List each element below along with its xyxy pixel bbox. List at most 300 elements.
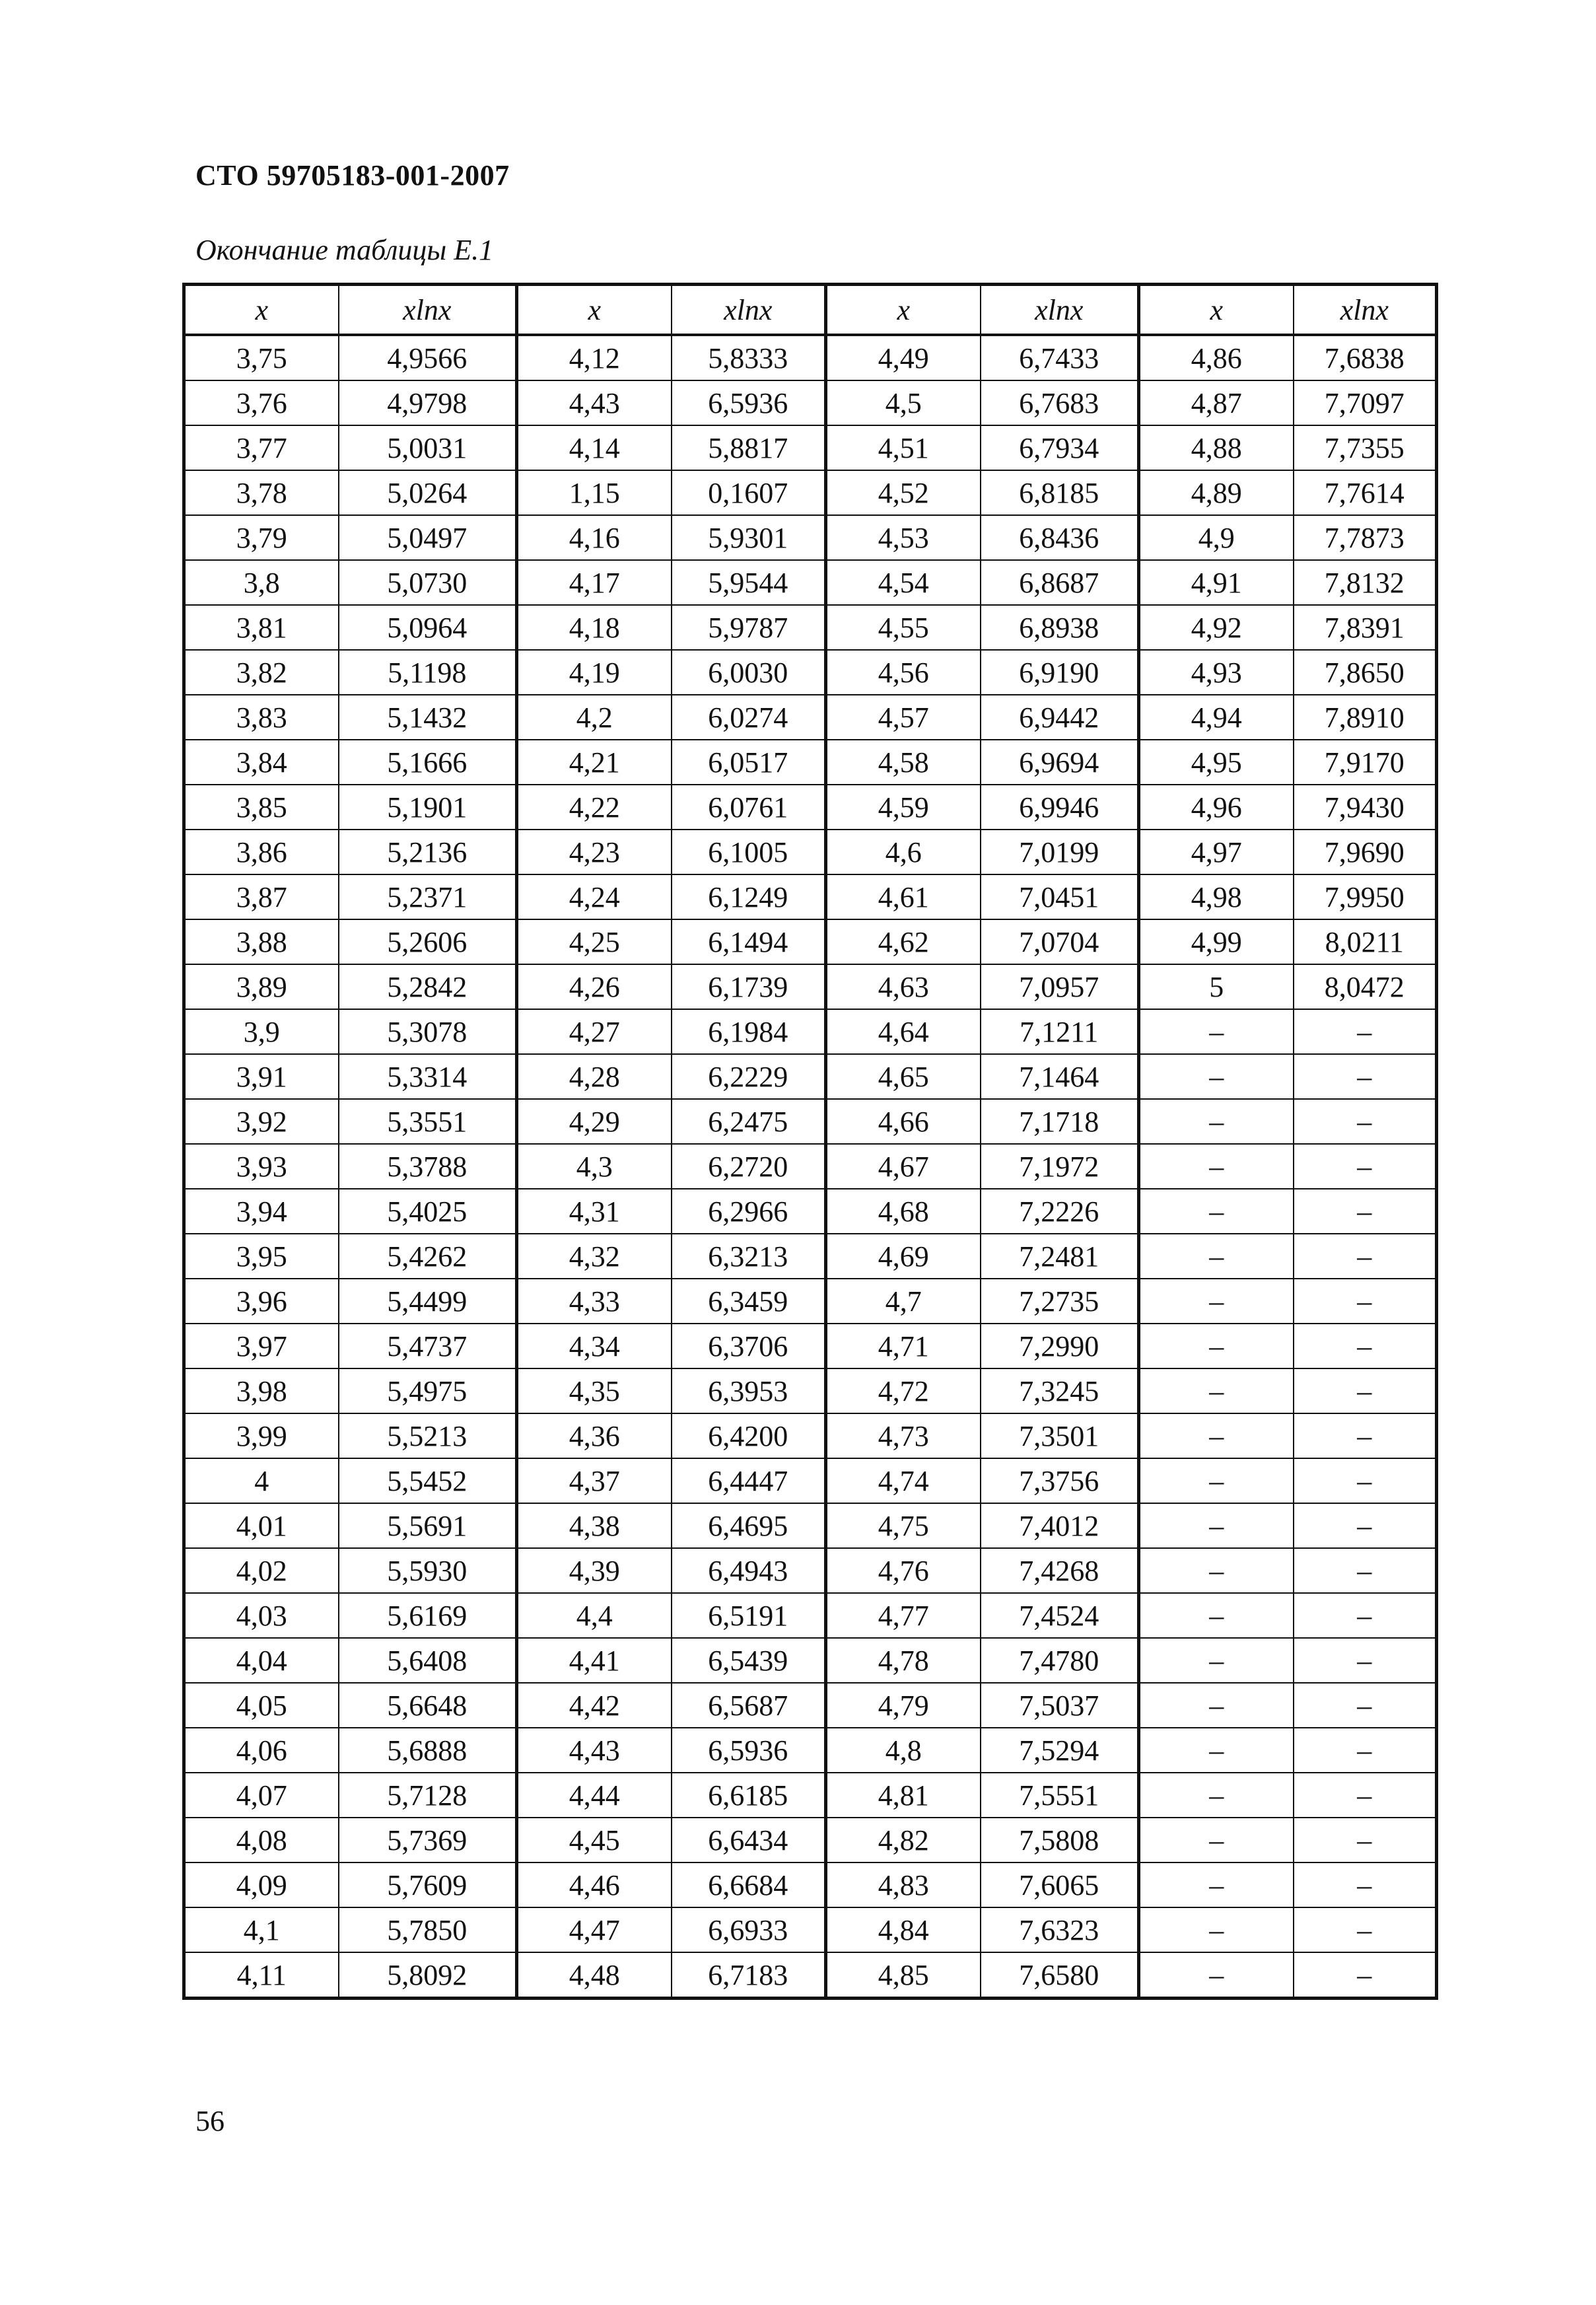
table-cell: 4,12 [517,335,672,380]
table-row [184,1503,1437,1548]
table-cell: 5,3551 [339,1099,517,1144]
table-row [184,1189,1437,1234]
table-cell: 4,8 [826,1728,981,1773]
table-cell: 3,84 [184,740,339,785]
table-cell: 4,9798 [339,380,517,425]
table-cell: – [1294,1189,1437,1234]
table-cell: 6,5936 [672,1728,826,1773]
table-cell: – [1139,1009,1294,1054]
table-row [184,919,1437,964]
table-cell: 5,5691 [339,1503,517,1548]
table-cell: 6,6185 [672,1773,826,1818]
table-cell: 5,0730 [339,560,517,605]
table-cell: 4,89 [1139,470,1294,515]
table-row [184,1773,1437,1818]
table-row [184,1952,1437,1999]
table-cell: 4,48 [517,1952,672,1999]
table-cell: – [1294,1593,1437,1638]
table-cell: 6,6933 [672,1907,826,1952]
table-row [184,695,1437,740]
table-cell: 4,07 [184,1773,339,1818]
table-cell: – [1294,1907,1437,1952]
table-cell: 4,05 [184,1683,339,1728]
table-row [184,560,1437,605]
table-cell: 4,43 [517,1728,672,1773]
table-cell: 4,45 [517,1818,672,1862]
table-cell: 7,7873 [1294,515,1437,560]
table-cell: 6,2720 [672,1144,826,1189]
table-cell: 4,62 [826,919,981,964]
table-cell: 4,76 [826,1548,981,1593]
table-cell: 3,89 [184,964,339,1009]
table-cell: 7,4012 [981,1503,1139,1548]
table-cell: – [1139,1907,1294,1952]
table-cell: 7,1718 [981,1099,1139,1144]
table-cell: 4,5 [826,380,981,425]
table-cell: 4,24 [517,874,672,919]
table-cell: 7,0957 [981,964,1139,1009]
table-cell: – [1139,1324,1294,1368]
table-cell: – [1139,1189,1294,1234]
table-cell: 7,9430 [1294,785,1437,830]
table-cell: 4,91 [1139,560,1294,605]
table-row [184,470,1437,515]
table-cell: – [1294,1638,1437,1683]
table-cell: – [1139,1593,1294,1638]
table-cell: 5,9301 [672,515,826,560]
table-cell: 5,7369 [339,1818,517,1862]
table-cell: 4,59 [826,785,981,830]
table-cell: 6,4200 [672,1413,826,1458]
table-cell: 4,97 [1139,830,1294,874]
table-cell: 3,85 [184,785,339,830]
table-cell: 5 [1139,964,1294,1009]
table-cell: 4,18 [517,605,672,650]
table-cell: 7,3501 [981,1413,1139,1458]
column-header: xlnx [339,285,517,336]
table-cell: 5,6169 [339,1593,517,1638]
table-cell: 5,4499 [339,1279,517,1324]
table-cell: – [1139,1952,1294,1999]
table-cell: 4,66 [826,1099,981,1144]
table-cell: 6,4447 [672,1458,826,1503]
table-cell: 4,4 [517,1593,672,1638]
column-header: x [826,285,981,336]
table-cell: 6,2966 [672,1189,826,1234]
table-cell: 3,82 [184,650,339,695]
table-cell: 3,96 [184,1279,339,1324]
table-row [184,380,1437,425]
table-cell: 6,1494 [672,919,826,964]
table-cell: – [1294,1234,1437,1279]
table-cell: 4,9566 [339,335,517,380]
table-cell: 4,42 [517,1683,672,1728]
table-cell: 7,7614 [1294,470,1437,515]
table-cell: 7,8132 [1294,560,1437,605]
table-cell: – [1139,1683,1294,1728]
table-cell: – [1139,1413,1294,1458]
table-cell: 5,2136 [339,830,517,874]
table-cell: 4 [184,1458,339,1503]
table-cell: 3,75 [184,335,339,380]
table-cell: 4,84 [826,1907,981,1952]
table-cell: 4,64 [826,1009,981,1054]
table-cell: 4,82 [826,1818,981,1862]
table-row [184,1862,1437,1907]
table-cell: 6,9442 [981,695,1139,740]
table-cell: – [1294,1862,1437,1907]
table-cell: 3,87 [184,874,339,919]
table-cell: 4,74 [826,1458,981,1503]
table-cell: 5,7128 [339,1773,517,1818]
table-cell: – [1294,1099,1437,1144]
table-row [184,515,1437,560]
table-cell: – [1294,1368,1437,1413]
table-cell: 7,4780 [981,1638,1139,1683]
table-cell: 4,56 [826,650,981,695]
table-cell: 3,92 [184,1099,339,1144]
table-header-row [184,285,1437,336]
table-cell: 5,5930 [339,1548,517,1593]
table-cell: 4,73 [826,1413,981,1458]
table-cell: 5,9787 [672,605,826,650]
table-cell: 7,2226 [981,1189,1139,1234]
table-cell: 4,31 [517,1189,672,1234]
table-cell: 4,36 [517,1413,672,1458]
table-cell: 4,41 [517,1638,672,1683]
table-row [184,605,1437,650]
table-cell: 4,16 [517,515,672,560]
table-cell: 5,3078 [339,1009,517,1054]
table-cell: 7,8391 [1294,605,1437,650]
table-cell: 5,4262 [339,1234,517,1279]
table-cell: 4,39 [517,1548,672,1593]
table-row [184,964,1437,1009]
table-cell: – [1294,1773,1437,1818]
table-cell: 6,9946 [981,785,1139,830]
table-cell: 5,3314 [339,1054,517,1099]
table-cell: 4,1 [184,1907,339,1952]
table-cell: 3,88 [184,919,339,964]
table-cell: 4,95 [1139,740,1294,785]
table-cell: 5,1901 [339,785,517,830]
table-row [184,1099,1437,1144]
table-cell: 4,53 [826,515,981,560]
table-cell: 4,99 [1139,919,1294,964]
table-cell: 4,29 [517,1099,672,1144]
table-cell: 4,52 [826,470,981,515]
table-cell: 3,8 [184,560,339,605]
column-header: x [184,285,339,336]
table-cell: 6,3213 [672,1234,826,1279]
table-row [184,1683,1437,1728]
table-cell: 5,2606 [339,919,517,964]
table-cell: 4,88 [1139,425,1294,470]
column-header: x [1139,285,1294,336]
table-cell: 4,54 [826,560,981,605]
table-cell: 5,1666 [339,740,517,785]
table-caption: Окончание таблицы Е.1 [195,234,494,266]
table-cell: 4,71 [826,1324,981,1368]
table-cell: 3,86 [184,830,339,874]
table-cell: 6,9694 [981,740,1139,785]
table-cell: 7,5808 [981,1818,1139,1862]
table-cell: 5,0031 [339,425,517,470]
table-cell: 4,28 [517,1054,672,1099]
table-cell: 5,1432 [339,695,517,740]
table-cell: 3,97 [184,1324,339,1368]
table-cell: 3,99 [184,1413,339,1458]
table-cell: 3,83 [184,695,339,740]
table-cell: 4,6 [826,830,981,874]
table-cell: 6,3953 [672,1368,826,1413]
table-cell: 7,8910 [1294,695,1437,740]
table-cell: 6,3459 [672,1279,826,1324]
table-cell: 7,0451 [981,874,1139,919]
table-cell: 4,3 [517,1144,672,1189]
table-cell: 4,9 [1139,515,1294,560]
page-number: 56 [195,2105,225,2137]
table-cell: 3,98 [184,1368,339,1413]
table-cell: 5,4025 [339,1189,517,1234]
table-cell: 6,4943 [672,1548,826,1593]
table-cell: 4,08 [184,1818,339,1862]
table-cell: 4,21 [517,740,672,785]
table-cell: 4,77 [826,1593,981,1638]
table-cell: 5,6648 [339,1683,517,1728]
table-cell: 7,7097 [1294,380,1437,425]
table-cell: 4,37 [517,1458,672,1503]
table-cell: 7,2481 [981,1234,1139,1279]
table-cell: – [1139,1368,1294,1413]
table-cell: 7,5037 [981,1683,1139,1728]
table-cell: 4,03 [184,1593,339,1638]
table-cell: 4,81 [826,1773,981,1818]
table-cell: 7,6838 [1294,335,1437,380]
table-cell: 5,9544 [672,560,826,605]
table-cell: 7,3245 [981,1368,1139,1413]
column-header: xlnx [672,285,826,336]
table-cell: 4,98 [1139,874,1294,919]
table-cell: – [1294,1279,1437,1324]
table-cell: 5,0497 [339,515,517,560]
table-cell: 3,93 [184,1144,339,1189]
table-cell: 3,77 [184,425,339,470]
table-cell: 4,78 [826,1638,981,1683]
table-cell: – [1294,1548,1437,1593]
table-cell: 5,2842 [339,964,517,1009]
table-cell: 3,78 [184,470,339,515]
table-cell: 5,8333 [672,335,826,380]
table-cell: 6,2229 [672,1054,826,1099]
table-row [184,1638,1437,1683]
table-row [184,1818,1437,1862]
table-cell: 4,26 [517,964,672,1009]
table-cell: 4,44 [517,1773,672,1818]
table-cell: 7,2990 [981,1324,1139,1368]
values-table [182,283,1438,2000]
table-cell: 5,0264 [339,470,517,515]
table-cell: 3,81 [184,605,339,650]
table-cell: – [1139,1773,1294,1818]
table-cell: 5,2371 [339,874,517,919]
table-cell: 4,92 [1139,605,1294,650]
table-row [184,425,1437,470]
table-cell: 4,14 [517,425,672,470]
table-cell: 4,19 [517,650,672,695]
table-cell: 7,3756 [981,1458,1139,1503]
table-cell: 7,1211 [981,1009,1139,1054]
table-cell: 4,38 [517,1503,672,1548]
table-cell: 5,0964 [339,605,517,650]
table-cell: 7,5551 [981,1773,1139,1818]
table-cell: 4,68 [826,1189,981,1234]
table-cell: 4,47 [517,1907,672,1952]
table-cell: – [1139,1279,1294,1324]
table-cell: 5,7609 [339,1862,517,1907]
table-cell: 5,6408 [339,1638,517,1683]
table-cell: 5,4975 [339,1368,517,1413]
table-cell: – [1294,1503,1437,1548]
table-row [184,650,1437,695]
table-cell: – [1139,1728,1294,1773]
table-cell: 3,9 [184,1009,339,1054]
table-cell: 6,7934 [981,425,1139,470]
table-cell: 1,15 [517,470,672,515]
table-row [184,1458,1437,1503]
table-cell: 6,3706 [672,1324,826,1368]
table-row [184,1548,1437,1593]
table-cell: 6,4695 [672,1503,826,1548]
table-cell: 7,4524 [981,1593,1139,1638]
table-cell: 6,1739 [672,964,826,1009]
table-cell: 4,33 [517,1279,672,1324]
table-cell: 4,57 [826,695,981,740]
table-cell: 5,6888 [339,1728,517,1773]
table-cell: – [1139,1638,1294,1683]
table-cell: 5,5213 [339,1413,517,1458]
table-cell: 6,6684 [672,1862,826,1907]
table-cell: 6,5191 [672,1593,826,1638]
table-cell: 7,7355 [1294,425,1437,470]
table-cell: 4,06 [184,1728,339,1773]
table-cell: – [1139,1099,1294,1144]
table-cell: 4,09 [184,1862,339,1907]
table-cell: 7,9170 [1294,740,1437,785]
table-cell: 7,6065 [981,1862,1139,1907]
table-cell: 4,01 [184,1503,339,1548]
table-cell: 4,83 [826,1862,981,1907]
table-row [184,1279,1437,1324]
table-cell: 4,79 [826,1683,981,1728]
table-cell: 6,0517 [672,740,826,785]
table-cell: 4,85 [826,1952,981,1999]
table-body [184,335,1437,1999]
table-row [184,1593,1437,1638]
table-cell: 4,72 [826,1368,981,1413]
table-cell: 4,94 [1139,695,1294,740]
table-cell: – [1139,1234,1294,1279]
table-cell: 7,6580 [981,1952,1139,1999]
table-cell: 4,27 [517,1009,672,1054]
table-cell: 4,02 [184,1548,339,1593]
table-cell: 4,58 [826,740,981,785]
table-cell: – [1294,1413,1437,1458]
table-cell: – [1294,1144,1437,1189]
table-cell: 5,5452 [339,1458,517,1503]
table-cell: – [1294,1818,1437,1862]
table-cell: 7,4268 [981,1548,1139,1593]
table-cell: 3,76 [184,380,339,425]
table-cell: 7,9690 [1294,830,1437,874]
document-code: СТО 59705183-001-2007 [195,159,510,192]
table-cell: 4,93 [1139,650,1294,695]
table-cell: 4,43 [517,380,672,425]
table-row [184,1234,1437,1279]
table-cell: – [1139,1862,1294,1907]
table-cell: 7,1972 [981,1144,1139,1189]
table-cell: 6,0030 [672,650,826,695]
table-row [184,1728,1437,1773]
table-row [184,1144,1437,1189]
table-cell: 4,69 [826,1234,981,1279]
table-cell: 6,8938 [981,605,1139,650]
table-cell: 3,94 [184,1189,339,1234]
table-cell: – [1139,1818,1294,1862]
table-cell: – [1294,1458,1437,1503]
table-cell: – [1294,1952,1437,1999]
table-row [184,1054,1437,1099]
table-cell: 7,6323 [981,1907,1139,1952]
table-row [184,1324,1437,1368]
table-cell: 4,49 [826,335,981,380]
table-cell: 8,0211 [1294,919,1437,964]
table-cell: 7,2735 [981,1279,1139,1324]
table-cell: 8,0472 [1294,964,1437,1009]
table-cell: 6,2475 [672,1099,826,1144]
table-cell: – [1139,1503,1294,1548]
table-cell: – [1294,1324,1437,1368]
table-row [184,1009,1437,1054]
table-row [184,335,1437,380]
table-cell: 4,87 [1139,380,1294,425]
table-cell: 4,22 [517,785,672,830]
table-cell: 4,55 [826,605,981,650]
table-cell: 4,67 [826,1144,981,1189]
table-cell: 7,0199 [981,830,1139,874]
table-cell: 4,86 [1139,335,1294,380]
table-cell: 4,32 [517,1234,672,1279]
table-cell: 7,5294 [981,1728,1139,1773]
table-cell: 4,23 [517,830,672,874]
table-cell: – [1294,1728,1437,1773]
table-cell: 6,8436 [981,515,1139,560]
table-cell: 6,8185 [981,470,1139,515]
table-row [184,1907,1437,1952]
table-cell: 4,04 [184,1638,339,1683]
column-header: xlnx [981,285,1139,336]
table-cell: 6,1005 [672,830,826,874]
table-cell: – [1294,1683,1437,1728]
table-cell: 6,5936 [672,380,826,425]
table-row [184,785,1437,830]
table-cell: 6,7433 [981,335,1139,380]
table-cell: 4,34 [517,1324,672,1368]
table-cell: 4,61 [826,874,981,919]
table-cell: 4,96 [1139,785,1294,830]
table-cell: 6,9190 [981,650,1139,695]
table-cell: 4,63 [826,964,981,1009]
